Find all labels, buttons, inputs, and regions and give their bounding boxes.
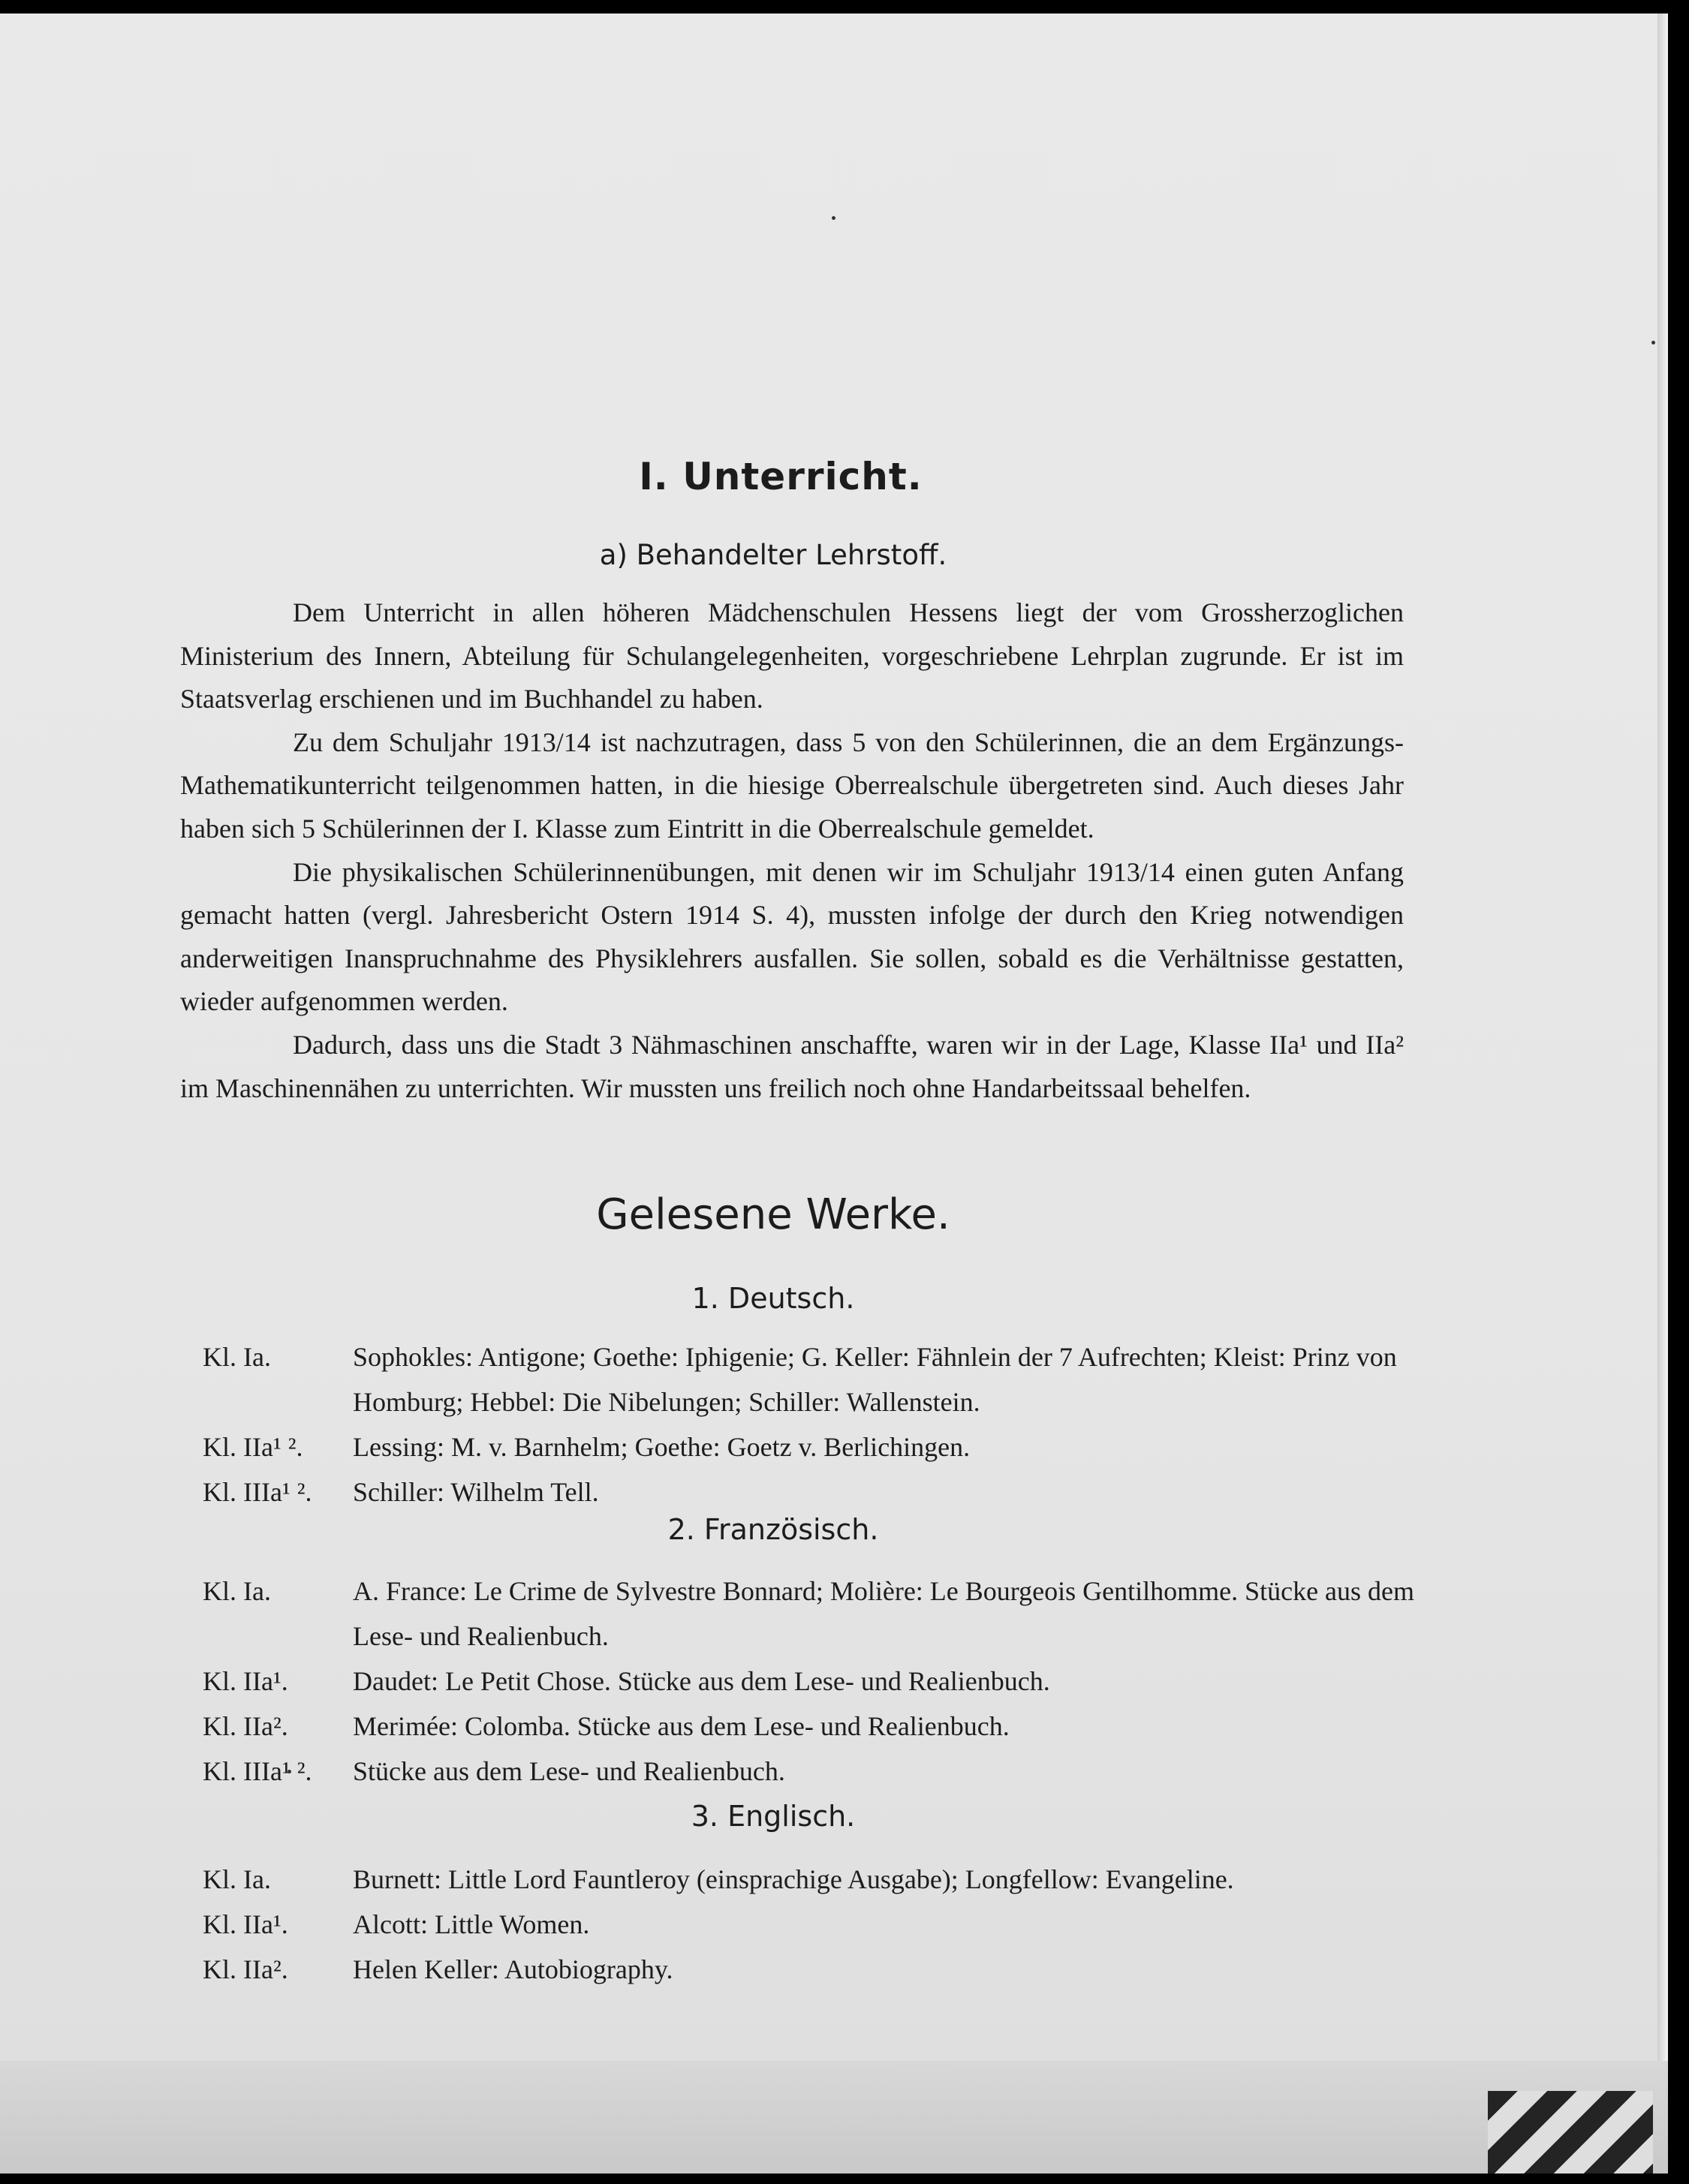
class-label: Kl. Ia. [203,1576,271,1606]
class-label: Kl. IIa¹. [203,1666,288,1696]
body-text [180,591,1404,1110]
work-text: Stücke aus dem Lese- und Realienbuch. [353,1756,785,1786]
list-item [203,1902,1464,1947]
class-label: Kl. Ia. [203,1342,271,1372]
list-item [203,1749,1464,1794]
page-edge [1657,14,1668,2173]
list-item [203,1704,1464,1749]
dust-speck [1651,341,1655,344]
bottom-shadow [0,2061,1668,2173]
work-text: Schiller: Wilhelm Tell. [353,1477,599,1507]
class-label: Kl. IIa¹ ². [203,1432,303,1462]
works-heading: Gelesene Werke. [596,1190,950,1239]
entries-englisch [203,1857,1464,1992]
class-label: Kl. IIIa¹ ². [203,1756,312,1786]
work-text: Sophokles: Antigone; Goethe: Iphigenie; G. Keller: Fähnlein der 7 Aufrechten; Kleist: Prinz von Homburg; Hebbel: Die Nibelungen; Schiller: Wallenstein. [353,1342,1397,1417]
work-text: Alcott: Little Women. [353,1909,590,1939]
section-heading: I. Unterricht. [639,455,923,498]
section-title-englisch: 3. Englisch. [691,1800,856,1833]
work-text: Daudet: Le Petit Chose. Stücke aus dem Lese- und Realienbuch. [353,1666,1050,1696]
corner-stripe-decoration [1488,2091,1653,2173]
work-text: Helen Keller: Autobiography. [353,1954,673,1984]
paragraph: Die physikalischen Schülerinnenübungen, mit denen wir im Schuljahr 1913/14 einen guten Anfang gemacht hatten (vergl. Jahresbericht Ostern 1914 S. 4), mussten infolge der durch den Krieg notwendigen anderweitigen Inanspruchnahme des Physiklehrers ausfallen. Sie sollen, sobald es die Verhältnisse gestatten, wieder aufgenommen werden. [180,856,1404,1017]
list-item [203,1470,1464,1515]
class-label: Kl. IIa². [203,1954,288,1984]
entries-franzoesisch [203,1569,1464,1794]
class-label: Kl. Ia. [203,1864,271,1894]
list-item [203,1857,1464,1902]
work-text: Burnett: Little Lord Fauntleroy (einsprachige Ausgabe); Longfellow: Evangeline. [353,1864,1234,1894]
section-title-deutsch: 1. Deutsch. [691,1282,855,1315]
work-text: Lessing: M. v. Barnhelm; Goethe: Goetz v. Berlichingen. [353,1432,971,1462]
work-text: Merimée: Colomba. Stücke aus dem Lese- und Realienbuch. [353,1711,1010,1741]
work-text: A. France: Le Crime de Sylvestre Bonnard; Molière: Le Bourgeois Gentilhomme. Stücke aus dem Lese- und Realienbuch. [353,1576,1415,1651]
class-label: Kl. IIa¹. [203,1909,288,1939]
list-item [203,1659,1464,1704]
dust-speck [832,216,835,220]
class-label: Kl. IIa². [203,1711,288,1741]
list-item [203,1334,1464,1424]
list-item [203,1947,1464,1992]
scanned-page [0,14,1668,2173]
paragraph: Dem Unterricht in allen höheren Mädchenschulen Hessens liegt der vom Grossherzoglichen Ministerium des Innern, Abteilung für Schulangelegenheiten, vorgeschriebene Lehrplan zugrunde. Er ist im Staatsverlag erschienen und im Buchhandel zu haben. [180,597,1404,714]
class-label: Kl. IIIa¹ ². [203,1477,312,1507]
paragraph: Dadurch, dass uns die Stadt 3 Nähmaschinen anschaffte, waren wir in der Lage, Klasse IIa¹ und IIa² im Maschinennähen zu unterrichten. Wir mussten uns freilich noch ohne Handarbeitssaal behelfen. [180,1029,1404,1103]
list-item [203,1424,1464,1470]
section-title-franzoesisch: 2. Französisch. [667,1513,879,1546]
subsection-heading: a) Behandelter Lehrstoff. [599,539,947,571]
list-item [203,1569,1464,1659]
entries-deutsch [203,1334,1464,1515]
paragraph: Zu dem Schuljahr 1913/14 ist nachzutragen, dass 5 von den Schülerinnen, die an dem Ergänzungs-Mathematikunterricht teilgenommen hatten, in die hiesige Oberrealschule übergetreten sind. Auch dieses Jahr haben sich 5 Schülerinnen der I. Klasse zum Eintritt in die Oberrealschule gemeldet. [180,726,1404,844]
